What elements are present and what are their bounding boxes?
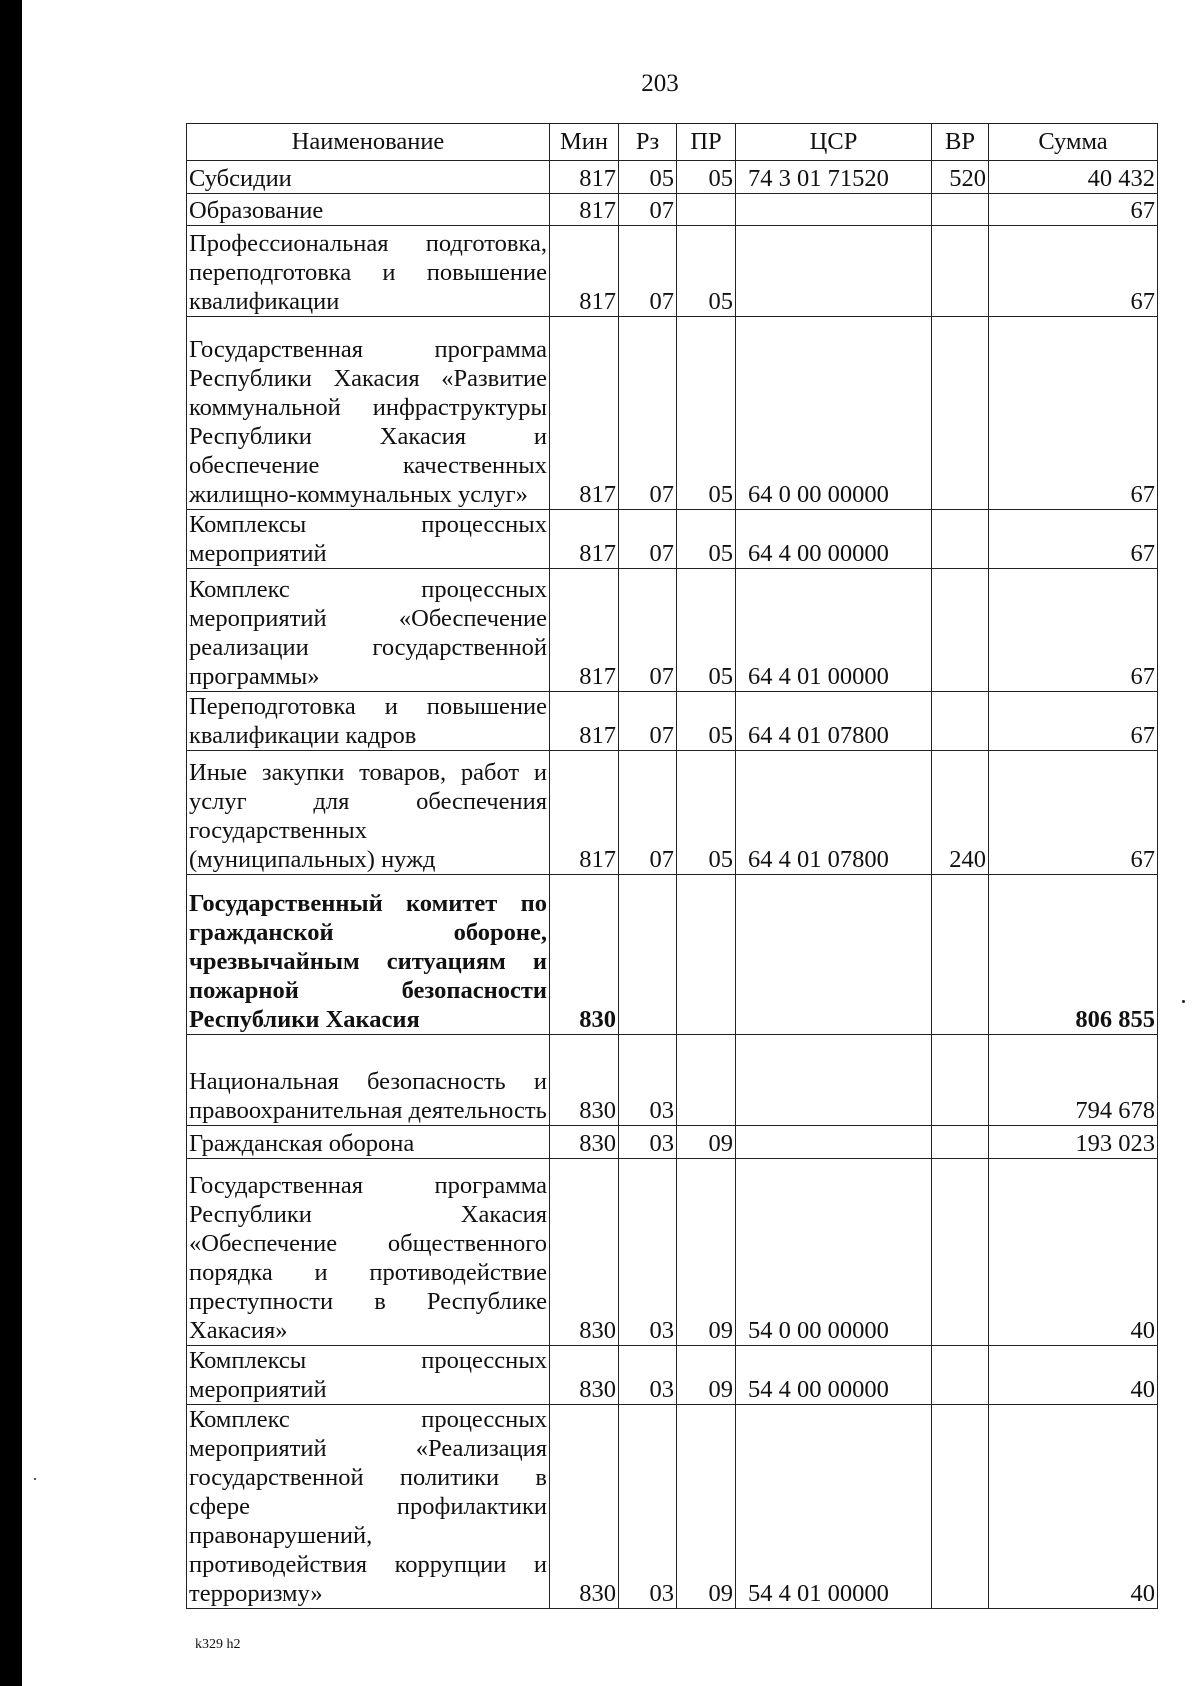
table-row [187,161,1158,194]
table-row [187,1405,1158,1609]
row-min: 817 [550,692,619,751]
row-min: 830 [550,1159,619,1346]
budget-table [186,123,1158,1609]
row-name: Национальная безопасность и правоохранительная деятельность [187,1035,550,1126]
row-pr: 05 [677,692,736,751]
row-pr: 05 [677,161,736,194]
row-rz: 07 [619,569,677,692]
row-vr [932,1126,989,1159]
row-pr [677,194,736,226]
row-min: 817 [550,194,619,226]
table-row [187,1126,1158,1159]
row-csr: 64 0 00 00000 [736,317,932,510]
row-rz: 07 [619,226,677,317]
row-rz: 03 [619,1346,677,1405]
row-min: 817 [550,751,619,875]
row-csr: 54 4 00 00000 [736,1346,932,1405]
scan-speck [34,1478,36,1480]
row-rz: 07 [619,317,677,510]
row-min: 817 [550,510,619,569]
row-vr [932,194,989,226]
row-min: 830 [550,1126,619,1159]
row-name: Переподготовка и повышение квалификации кадров [187,692,550,751]
row-rz: 07 [619,692,677,751]
row-min: 817 [550,569,619,692]
row-pr: 09 [677,1346,736,1405]
row-rz: 05 [619,161,677,194]
row-csr: 64 4 01 07800 [736,692,932,751]
row-sum: 40 432 [989,161,1158,194]
row-min: 817 [550,161,619,194]
table-row [187,1346,1158,1405]
row-pr: 09 [677,1126,736,1159]
row-rz: 07 [619,510,677,569]
row-name: Комплекс процессных мероприятий «Обеспечение реализации государственной программы» [187,569,550,692]
table-row [187,226,1158,317]
table-row [187,875,1158,1035]
scan-speck [1182,1000,1185,1003]
row-vr [932,1035,989,1126]
row-name: Иные закупки товаров, работ и услуг для обеспечения государственных (муниципальных) нужд [187,751,550,875]
row-rz: 07 [619,194,677,226]
row-min: 830 [550,1035,619,1126]
table-row [187,1159,1158,1346]
row-csr: 54 0 00 00000 [736,1159,932,1346]
row-rz [619,875,677,1035]
row-sum: 67 [989,569,1158,692]
header-vr: ВР [932,124,989,161]
row-pr: 05 [677,317,736,510]
row-min: 817 [550,226,619,317]
header-name: Наименование [187,124,550,161]
table-row [187,510,1158,569]
row-sum: 193 023 [989,1126,1158,1159]
row-name: Образование [187,194,550,226]
table-row [187,194,1158,226]
row-sum: 40 [989,1346,1158,1405]
row-vr [932,569,989,692]
row-csr: 64 4 01 07800 [736,751,932,875]
row-sum: 40 [989,1159,1158,1346]
row-csr [736,226,932,317]
row-vr [932,1346,989,1405]
row-pr [677,875,736,1035]
row-sum: 67 [989,510,1158,569]
header-pr: ПР [677,124,736,161]
row-sum: 67 [989,692,1158,751]
row-csr: 74 3 01 71520 [736,161,932,194]
row-rz: 03 [619,1159,677,1346]
row-csr: 64 4 00 00000 [736,510,932,569]
row-csr [736,194,932,226]
row-pr: 05 [677,226,736,317]
row-pr: 05 [677,569,736,692]
row-rz: 03 [619,1035,677,1126]
row-pr: 09 [677,1405,736,1609]
row-name: Государственная программа Республики Хакасия «Развитие коммунальной инфраструктуры Республики Хакасия и обеспечение качественных жилищно-коммунальных услуг» [187,317,550,510]
row-name: Комплексы процессных мероприятий [187,1346,550,1405]
row-vr [932,875,989,1035]
row-pr: 09 [677,1159,736,1346]
row-min: 817 [550,317,619,510]
header-min: Мин [550,124,619,161]
row-csr [736,875,932,1035]
page-number: 203 [641,70,679,97]
row-rz: 07 [619,751,677,875]
row-csr [736,1126,932,1159]
row-min: 830 [550,875,619,1035]
row-sum: 794 678 [989,1035,1158,1126]
table-row [187,692,1158,751]
row-sum: 67 [989,751,1158,875]
row-sum: 806 855 [989,875,1158,1035]
table-row [187,317,1158,510]
row-min: 830 [550,1405,619,1609]
row-name: Субсидии [187,161,550,194]
row-rz: 03 [619,1126,677,1159]
row-sum: 67 [989,194,1158,226]
row-name: Профессиональная подготовка, переподготовка и повышение квалификации [187,226,550,317]
row-vr [932,1405,989,1609]
table-row [187,569,1158,692]
row-pr: 05 [677,510,736,569]
row-csr [736,1035,932,1126]
row-name: Государственный комитет по гражданской обороне, чрезвычайным ситуациям и пожарной безопасности Республики Хакасия [187,875,550,1035]
row-csr: 54 4 01 00000 [736,1405,932,1609]
row-sum: 67 [989,226,1158,317]
header-rz: Рз [619,124,677,161]
row-sum: 67 [989,317,1158,510]
row-vr [932,1159,989,1346]
footer-code: k329 h2 [195,1637,241,1652]
row-name: Гражданская оборона [187,1126,550,1159]
row-vr: 240 [932,751,989,875]
header-csr: ЦСР [736,124,932,161]
table-row [187,1035,1158,1126]
row-name: Комплекс процессных мероприятий «Реализация государственной политики в сфере профилактики правонарушений, противодействия коррупции и терроризму» [187,1405,550,1609]
row-vr: 520 [932,161,989,194]
scan-edge [0,0,22,1686]
row-csr: 64 4 01 00000 [736,569,932,692]
row-vr [932,510,989,569]
row-pr: 05 [677,751,736,875]
row-pr [677,1035,736,1126]
row-vr [932,317,989,510]
row-name: Комплексы процессных мероприятий [187,510,550,569]
row-name: Государственная программа Республики Хакасия «Обеспечение общественного порядка и противодействие преступности в Республике Хакасия» [187,1159,550,1346]
row-min: 830 [550,1346,619,1405]
row-vr [932,226,989,317]
row-vr [932,692,989,751]
row-sum: 40 [989,1405,1158,1609]
row-rz: 03 [619,1405,677,1609]
table-row [187,751,1158,875]
header-sum: Сумма [989,124,1158,161]
table-header-row [187,124,1158,161]
